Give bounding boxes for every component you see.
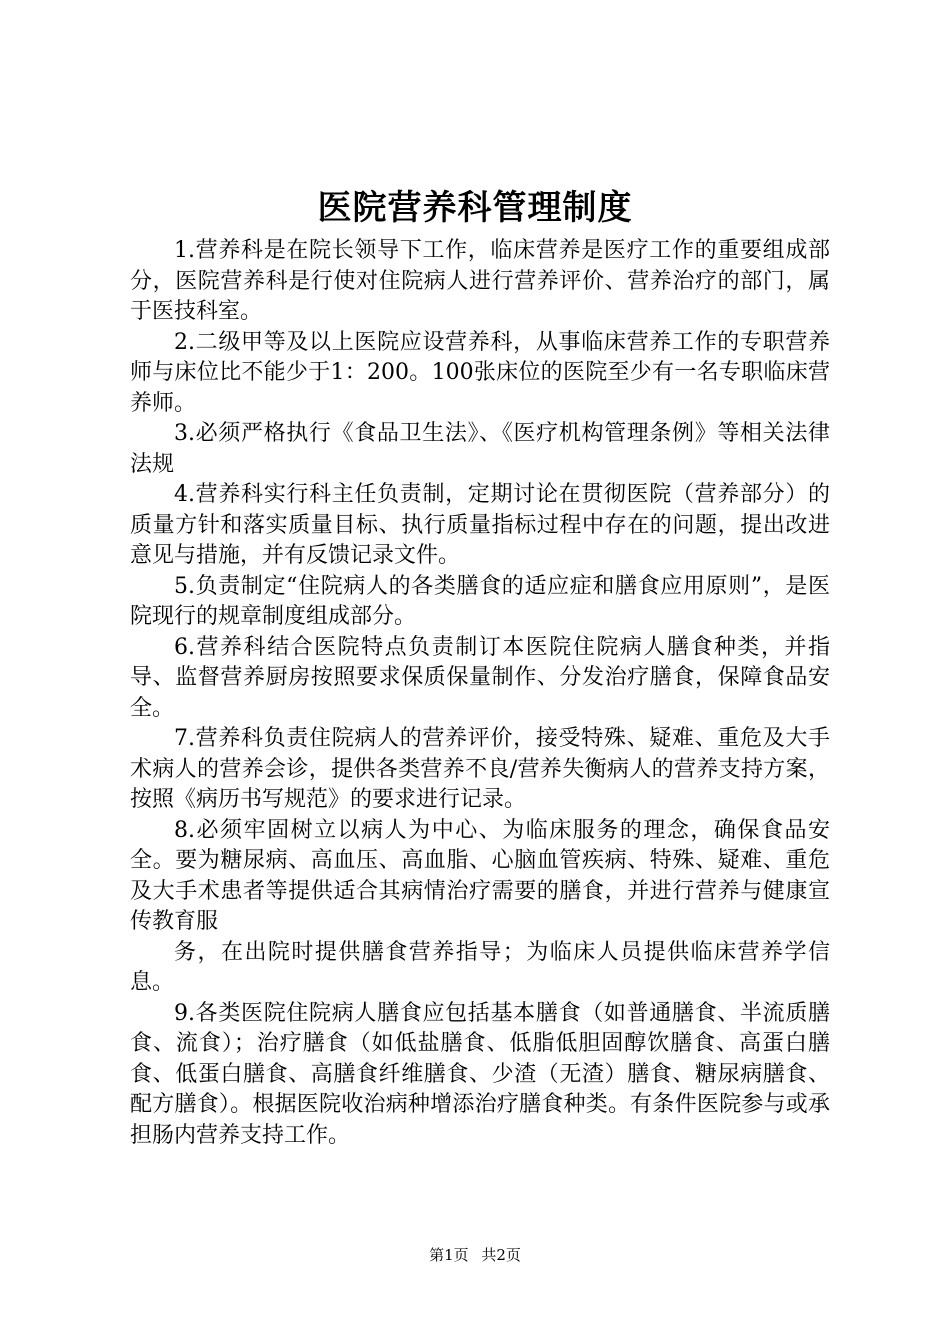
document-body (130, 236, 830, 1151)
paragraph-5: 5.负责制定“住院病人的各类膳食的适应症和膳食应用原则”，是医院现行的规章制度组成部分。 (130, 573, 830, 629)
paragraph-6: 6.营养科结合医院特点负责制订本医院住院病人膳食种类，并指导、监督营养厨房按照要求保质保量制作、分发治疗膳食，保障食品安全。 (130, 634, 830, 721)
paragraph-4: 4.营养科实行科主任负责制，定期讨论在贯彻医院（营养部分）的质量方针和落实质量目标、执行质量指标过程中存在的问题，提出改进意见与措施，并有反馈记录文件。 (130, 482, 830, 568)
page-number-total: 共2页 (481, 1246, 521, 1264)
paragraph-1: 1.营养科是在院长领导下工作，临床营养是医疗工作的重要组成部分，医院营养科是行使对住院病人进行营养评价、营养治疗的部门，属于医技科室。 (130, 238, 830, 324)
paragraph-9: 9.各类医院住院病人膳食应包括基本膳食（如普通膳食、半流质膳食、流食）；治疗膳食（如低盐膳食、低脂低胆固醇饮膳食、高蛋白膳食、低蛋白膳食、高膳食纤维膳食、少渣（无渣）膳食、糖尿病膳食、配方膳食）。根据医院收治病种增添治疗膳食种类。有条件医院参与或承担肠内营养支持工作。 (130, 1000, 830, 1148)
page-footer (0, 1245, 950, 1265)
document-title: 医院营养科管理制度 (317, 188, 633, 228)
paragraph-8-continued: 务，在出院时提供膳食营养指导；为临床人员提供临床营养学信息。 (130, 939, 830, 995)
page-number-current: 第1页 (429, 1246, 469, 1264)
paragraph-7: 7.营养科负责住院病人的营养评价，接受特殊、疑难、重危及大手术病人的营养会诊，提供各类营养不良/营养失衡病人的营养支持方案，按照《病历书写规范》的要求进行记录。 (130, 726, 830, 812)
paragraph-8: 8.必须牢固树立以病人为中心、为临床服务的理念，确保食品安全。要为糖尿病、高血压、高血脂、心脑血管疾病、特殊、疑难、重危及大手术患者等提供适合其病情治疗需要的膳食，并进行营养与健康宣传教育服 (130, 817, 830, 934)
paragraph-2: 2.二级甲等及以上医院应设营养科，从事临床营养工作的专职营养师与床位比不能少于1：200。100张床位的医院至少有一名专职临床营养师。 (130, 329, 830, 416)
paragraph-3: 3.必须严格执行《食品卫生法》、《医疗机构管理条例》等相关法律法规 (130, 421, 830, 477)
